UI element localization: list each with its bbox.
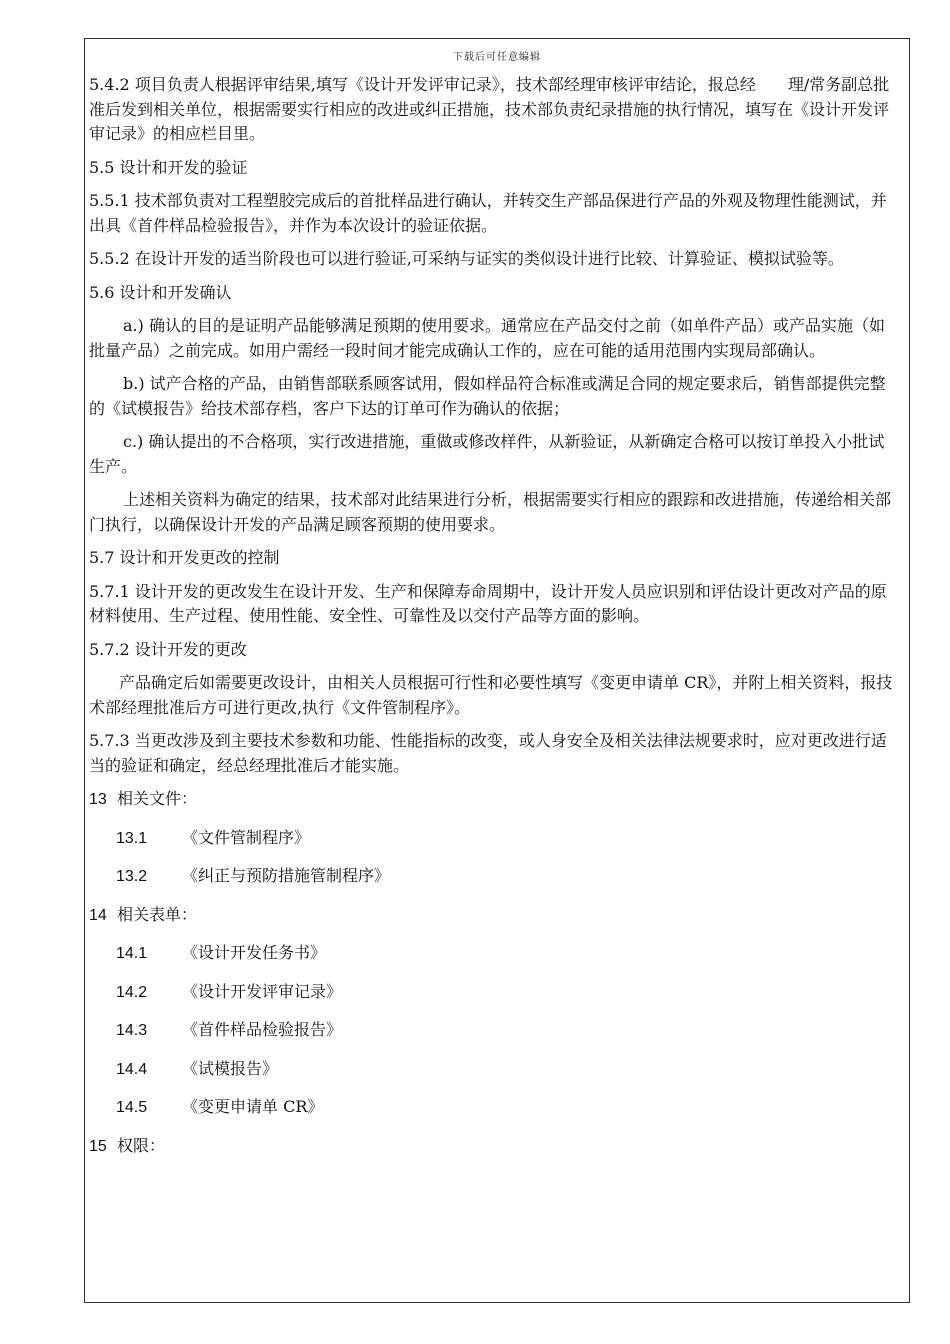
item-text: 《纠正与预防措施管制程序》	[182, 866, 391, 885]
item-number: 14.1	[116, 945, 148, 962]
section-title: 权限：	[116, 1135, 165, 1155]
section-15-heading	[89, 1134, 899, 1160]
paragraph-5-5-1: 5.5.1 技术部负责对工程塑胶完成后的首批样品进行确认，并转交生产部品保进行产品的外观及物理性能测试，并出具《首件样品检验报告》，并作为本次设计的验证依据。	[89, 191, 887, 235]
paragraph-5-7-2-body: 产品确定后如需要更改设计，由相关人员根据可行性和必要性填写《变更申请单 CR》，并附上相关资料，报技术部经理批准后方可进行更改,执行《文件管制程序》。	[89, 673, 893, 717]
paragraph-5-7-3: 5.7.3 当更改涉及到主要技术参数和功能、性能指标的改变，或人身安全及相关法律法规要求时，应对更改进行适当的验证和确定，经总经理批准后才能实施。	[89, 731, 887, 775]
heading-5-5: 5.5 设计和开发的验证	[89, 157, 248, 177]
paragraph-5-6-b: b.) 试产合格的产品，由销售部联系顾客试用，假如样品符合标准或满足合同的规定要求后，销售部提供完整的《试模报告》给技术部存档，客户下达的订单可作为确认的依据；	[89, 374, 886, 418]
item-text: 《设计开发评审记录》	[182, 981, 343, 1001]
document-frame	[84, 38, 910, 1303]
paragraph-5-4-2: 5.4.2 项目负责人根据评审结果,填写《设计开发评审记录》，技术部经理审核评审结论，报总经 理/常务副总批准后发到相关单位，根据需要实行相应的改进或纠正措施，技术部负责纪录措施的执行情况，填写在《设计开发评审记录》的相应栏目里。	[89, 75, 890, 143]
document-body	[89, 73, 899, 1172]
item-text: 《文件管制程序》	[182, 827, 311, 847]
paragraph-5-6-a: a.) 确认的目的是证明产品能够满足预期的使用要求。通常应在产品交付之前（如单件产品）或产品实施（如批量产品）之前完成。如用户需经一段时间才能完成确认工作的，应在可能的适用范围内实现局部确认。	[89, 316, 885, 360]
item-text: 《设计开发任务书》	[182, 943, 327, 962]
list-item	[116, 826, 899, 852]
list-item	[116, 864, 899, 890]
list-item	[116, 980, 899, 1006]
heading-5-7-2: 5.7.2 设计开发的更改	[89, 639, 247, 659]
item-number: 14.2	[116, 983, 148, 1001]
item-text: 《试模报告》	[182, 1058, 279, 1078]
item-text: 《变更申请单 CR》	[182, 1097, 324, 1116]
paragraph-5-6-c: c.) 确认提出的不合格项，实行改进措施，重做或修改样件，从新验证，从新确定合格可以按订单投入小批试生产。	[89, 432, 885, 476]
heading-5-6: 5.6 设计和开发确认	[89, 282, 232, 302]
item-text: 《首件样品检验报告》	[182, 1020, 343, 1039]
section-title: 相关文件：	[116, 789, 197, 808]
item-number: 13.1	[116, 829, 148, 847]
list-item	[116, 1057, 899, 1083]
section-number: 14	[89, 906, 107, 924]
section-title: 相关表单：	[116, 904, 197, 924]
item-number: 14.3	[116, 1022, 148, 1039]
section-number: 15	[89, 1137, 107, 1155]
section-13-heading	[89, 787, 899, 813]
section-number: 13	[89, 791, 107, 808]
section-14-heading	[89, 903, 899, 929]
item-number: 14.5	[116, 1099, 148, 1116]
item-number: 13.2	[116, 868, 148, 885]
heading-5-7: 5.7 设计和开发更改的控制	[89, 548, 280, 567]
paragraph-5-5-2: 5.5.2 在设计开发的适当阶段也可以进行验证,可采纳与证实的类似设计进行比较、计算验证、模拟试验等。	[89, 249, 844, 268]
paragraph-5-6-summary: 上述相关资料为确定的结果，技术部对此结果进行分析，根据需要实行相应的跟踪和改进措施，传递给相关部门执行，以确保设计开发的产品满足顾客预期的使用要求。	[89, 490, 892, 534]
paragraph-5-7-1: 5.7.1 设计开发的更改发生在设计开发、生产和保障寿命周期中，设计开发人员应识别和评估设计更改对产品的原材料使用、生产过程、使用性能、安全性、可靠性及以交付产品等方面的影响。	[89, 581, 887, 625]
header-note: 下载后可任意编辑	[453, 52, 541, 63]
item-number: 14.4	[116, 1060, 148, 1078]
list-item	[116, 941, 899, 967]
list-item	[116, 1095, 899, 1121]
list-item	[116, 1018, 899, 1044]
